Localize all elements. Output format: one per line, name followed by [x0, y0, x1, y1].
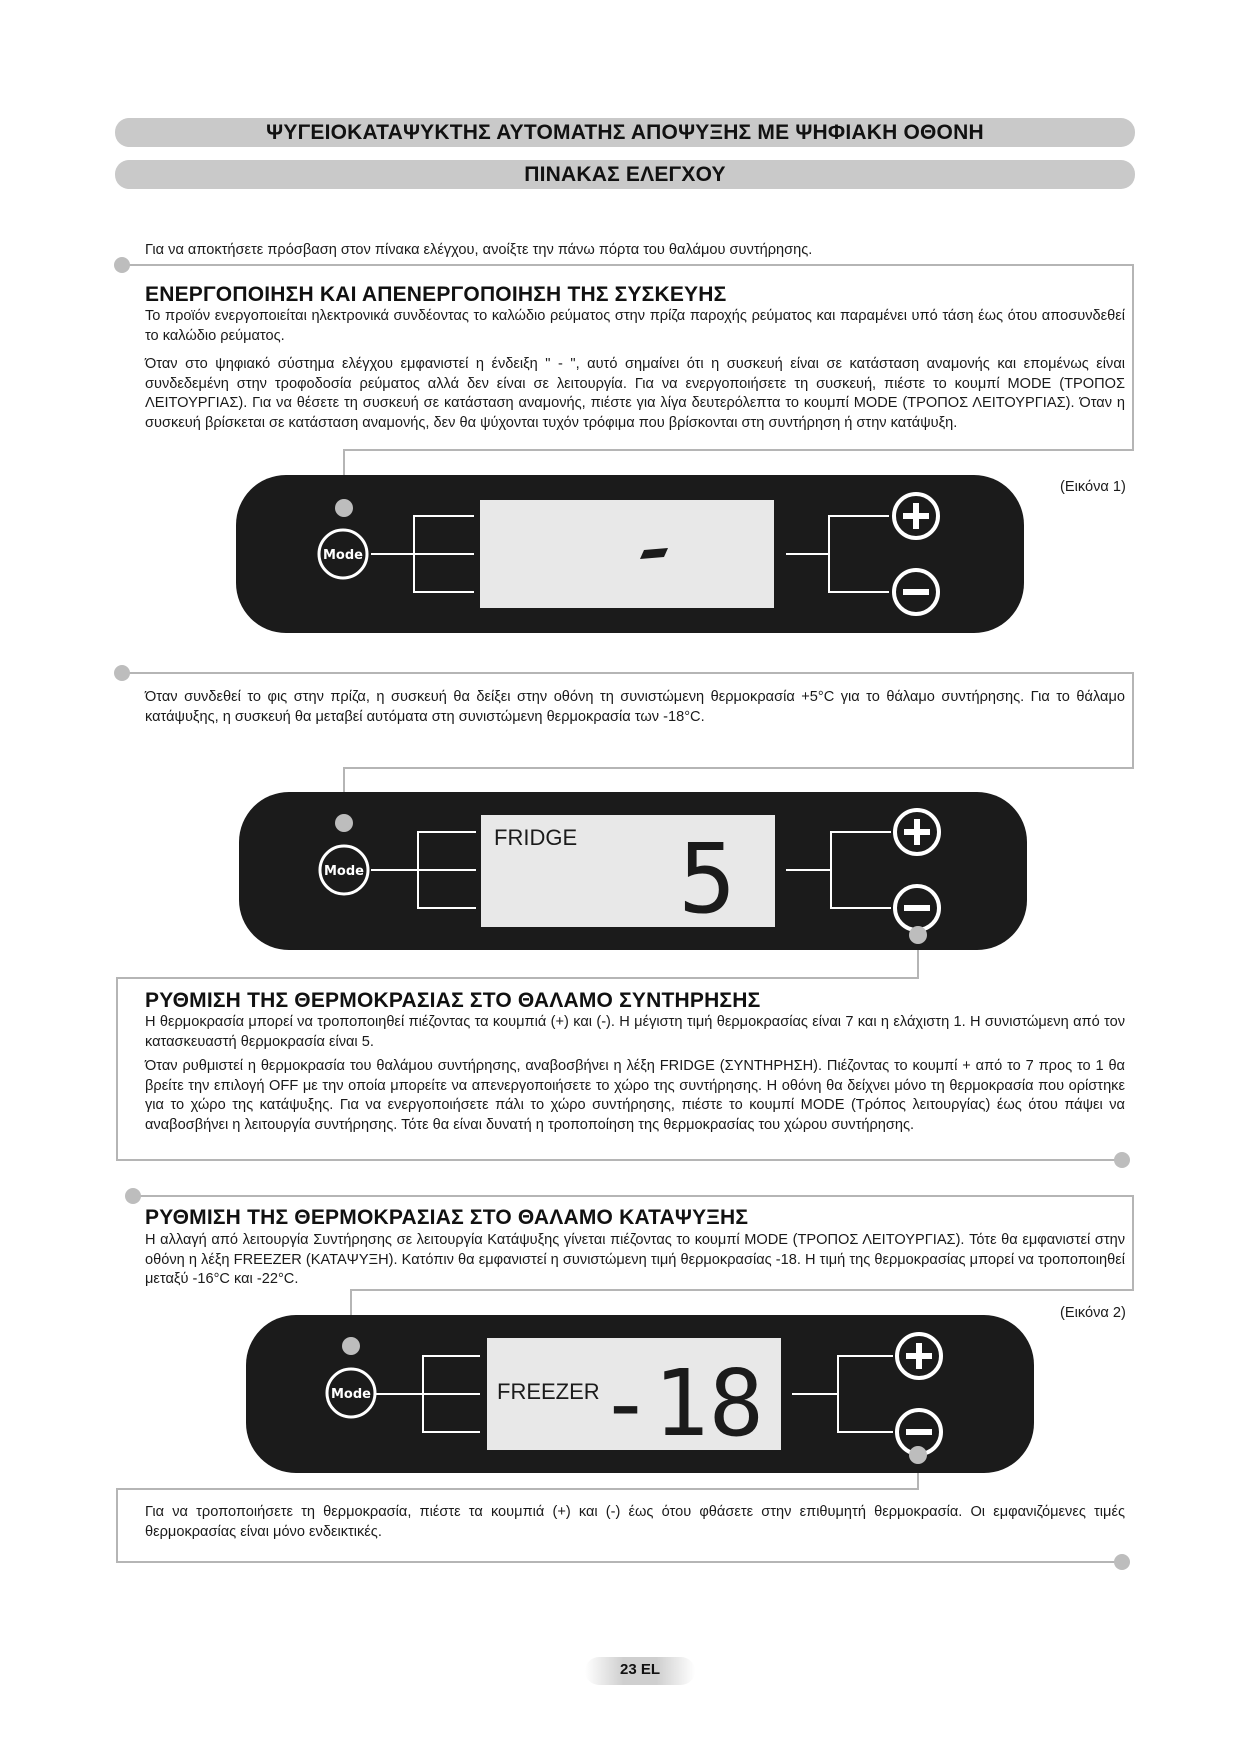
- mode-button-label: Mode: [324, 864, 364, 879]
- plus-button[interactable]: [897, 1334, 941, 1378]
- lcd-temperature-value: -18: [597, 1350, 764, 1457]
- mode-button-label: Mode: [323, 548, 363, 563]
- section-freezer-title: ΡΥΘΜΙΣΗ ΤΗΣ ΘΕΡΜΟΚΡΑΣΙΑΣ ΣΤΟ ΘΑΛΑΜΟ ΚΑΤΑΨΥΞΗΣ: [145, 1206, 749, 1229]
- document-title: ΨΥΓΕΙΟΚΑΤΑΨΥΚΤΗΣ ΑΥΤΟΜΑΤΗΣ ΑΠΟΨΥΞΗΣ ΜΕ ΨΗΦΙΑΚΗ ΟΘΟΝΗ: [115, 118, 1135, 147]
- figure-1-caption: (Εικόνα 1): [1060, 479, 1126, 495]
- section-fridge-paragraph-2: Όταν ρυθμιστεί η θερμοκρασία του θαλάμου συντήρησης, αναβοσβήνει η λέξη FRIDGE (ΣΥΝΤΗΡΗΣΗ). Πιέζοντας το κουμπί + από το 7 προς το 1 θα βρείτε την επιλογή OFF με την οποία μπορείτε να απενεργοποιήσετε το χώρο της συντήρησης. Η οθόνη θα δείχνει μόνο τη θερμοκρασία που ορίστηκε για το χώρο της κατάψυξης. Για να ενεργοποιήσετε πάλι το χώρο συντήρησης, πιέστε το κουμπί MODE (Τρόπος λειτουργίας) έως ότου πάψει να αναβοσβήνει η λειτουργία συντήρησης. Τότε θα είναι δυνατή η τροποποίηση της θερμοκρασίας του χώρου συντήρησης.: [145, 1058, 1125, 1133]
- figure-2-caption: (Εικόνα 2): [1060, 1305, 1126, 1321]
- lcd-mode-text: FRIDGE: [494, 825, 578, 850]
- lcd-temperature-value: 5: [678, 823, 736, 935]
- section-freezer-paragraph: Η αλλαγή από λειτουργία Συντήρησης σε λειτουργία Κατάψυξης γίνεται πιέζοντας το κουμπί MODE (ΤΡΟΠΟΣ ΛΕΙΤΟΥΡΓΙΑΣ). Τότε θα εμφανιστεί στην οθόνη η λέξη FREEZER (ΚΑΤΑΨΥΞΗ). Κατόπιν θα εμφανιστεί η συνιστώμενη τιμή θερμοκρασίας -18. Η τιμή της θερμοκρασίας μπορεί να τροποποιηθεί μεταξύ -16°C και -22°C.: [145, 1232, 1125, 1287]
- section-power-title: ΕΝΕΡΓΟΠΟΙΗΣΗ ΚΑΙ ΑΠΕΝΕΡΓΟΠΟΙΗΣΗ ΤΗΣ ΣΥΣΚΕΥΗΣ: [145, 283, 727, 306]
- page-number: 23 EL: [619, 1661, 661, 1678]
- section-note-paragraph: Για να τροποποιήσετε τη θερμοκρασία, πιέστε τα κουμπιά (+) και (-) έως ότου φθάσετε στην επιθυμητή θερμοκρασία. Οι εμφανιζόμενες τιμές θερμοκρασίας είναι μόνο ενδεικτικές.: [145, 1504, 1125, 1540]
- section-plug-paragraph: Όταν συνδεθεί το φις στην πρίζα, η συσκευή θα δείξει στην οθόνη τη συνιστώμενη θερμοκρασία +5°C για το θάλαμο συντήρησης. Για το θάλαμο κατάψυξης, η συσκευή θα μεταβεί αυτόματα στη συνιστώμενη θερμοκρασία των -18°C.: [145, 689, 1125, 725]
- minus-icon: [906, 1429, 932, 1435]
- document-subtitle: ΠΙΝΑΚΑΣ ΕΛΕΓΧΟΥ: [115, 160, 1135, 189]
- section-power-paragraph-1: Το προϊόν ενεργοποιείται ηλεκτρονικά συνδέοντας το καλώδιο ρεύματος στην πρίζα παροχής ρεύματος και παραμένει υπό τάση έως ότου αποσυνδεθεί το καλώδιο ρεύματος.: [145, 308, 1125, 344]
- section-fridge-paragraph-1: Η θερμοκρασία μπορεί να τροποποιηθεί πιέζοντας τα κουμπιά (+) και (-). Η μέγιστη τιμή θερμοκρασίας είναι 7 και η ελάχιστη 1. Η συνιστώμενη από τον κατασκευαστή θερμοκρασία είναι 5.: [145, 1014, 1125, 1050]
- section-power-paragraph-2: Όταν στο ψηφιακό σύστημα ελέγχου εμφανιστεί η ένδειξη " - ", αυτό σημαίνει ότι η συσκευή είναι σε κατάσταση αναμονής και επομένως είναι συνδεδεμένη στην τροφοδοσία ρεύματος αλλά δεν είναι σε λειτουργία. Για να ενεργοποιήσετε τη συσκευή, πιέστε το κουμπί MODE (ΤΡΟΠΟΣ ΛΕΙΤΟΥΡΓΙΑΣ). Για να θέσετε τη συσκευή σε κατάσταση αναμονής, πιέστε για λίγα δευτερόλεπτα το κουμπί MODE (ΤΡΟΠΟΣ ΛΕΙΤΟΥΡΓΙΑΣ). Όταν η συσκευή βρίσκεται σε κατάσταση αναμονής, δεν θα ψύχονται τυχόν τρόφιμα που βρίσκονται στη συντήρηση ή στην κατάψυξη.: [145, 356, 1125, 431]
- intro-text: Για να αποκτήσετε πρόσβαση στον πίνακα ελέγχου, ανοίξτε την πάνω πόρτα του θαλάμου συντήρησης.: [145, 242, 813, 258]
- section-fridge-title: ΡΥΘΜΙΣΗ ΤΗΣ ΘΕΡΜΟΚΡΑΣΙΑΣ ΣΤΟ ΘΑΛΑΜΟ ΣΥΝΤΗΡΗΣΗΣ: [145, 989, 761, 1012]
- mode-button-label: Mode: [331, 1387, 371, 1402]
- lcd-mode-text: FREEZER: [497, 1379, 600, 1404]
